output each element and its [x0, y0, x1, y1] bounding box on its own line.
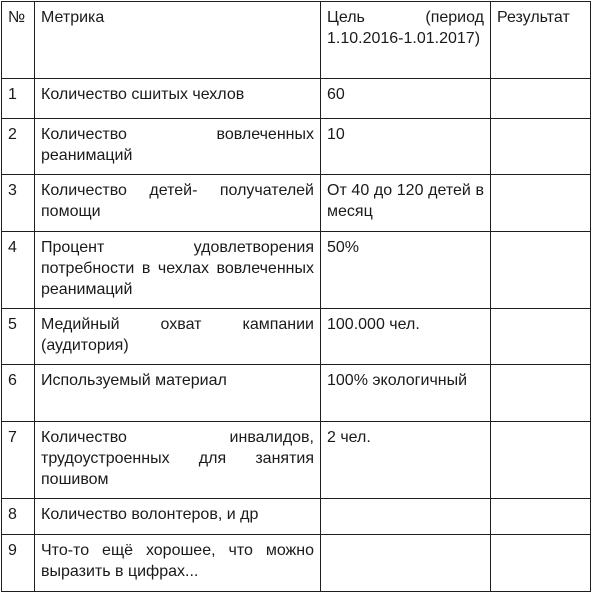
table-row: [2, 79, 591, 119]
table-row: [2, 535, 591, 592]
row-num: 6: [2, 365, 35, 422]
row-result: [491, 119, 591, 175]
row-num: 5: [2, 309, 35, 365]
row-metric: Используемый материал: [35, 365, 321, 422]
row-target: 10: [321, 119, 491, 175]
row-num: 4: [2, 232, 35, 309]
row-result: [491, 232, 591, 309]
row-result: [491, 422, 591, 499]
row-metric: Количество инвалидов, трудоустроенных для занятия пошивом: [35, 422, 321, 499]
table-row: [2, 119, 591, 175]
row-result: [491, 309, 591, 365]
row-target: 60: [321, 79, 491, 119]
row-result: [491, 175, 591, 232]
header-target: Цель (период 1.10.2016-1.01.2017): [321, 2, 491, 79]
table-row: [2, 175, 591, 232]
table-row: [2, 365, 591, 422]
metrics-table: [1, 1, 591, 592]
row-num: 2: [2, 119, 35, 175]
row-metric: Количество детей- получателей помощи: [35, 175, 321, 232]
row-num: 1: [2, 79, 35, 119]
row-num: 9: [2, 535, 35, 592]
row-metric: Что-то ещё хорошее, что можно выразить в цифрах...: [35, 535, 321, 592]
row-target: [321, 535, 491, 592]
row-metric: Количество волонтеров, и др: [35, 499, 321, 535]
row-target: 50%: [321, 232, 491, 309]
row-metric: Медийный охват кампании (аудитория): [35, 309, 321, 365]
row-target: 100% экологичный: [321, 365, 491, 422]
table-header-row: [2, 2, 591, 79]
header-result: Результат: [491, 2, 591, 79]
row-result: [491, 499, 591, 535]
table-row: [2, 499, 591, 535]
row-result: [491, 79, 591, 119]
row-num: 7: [2, 422, 35, 499]
row-metric: Количество вовлеченных реанимаций: [35, 119, 321, 175]
table-row: [2, 309, 591, 365]
row-num: 3: [2, 175, 35, 232]
row-target: 100.000 чел.: [321, 309, 491, 365]
table-row: [2, 232, 591, 309]
header-metric: Метрика: [35, 2, 321, 79]
row-num: 8: [2, 499, 35, 535]
header-num: №: [2, 2, 35, 79]
table-row: [2, 422, 591, 499]
row-target: 2 чел.: [321, 422, 491, 499]
row-target: [321, 499, 491, 535]
row-target: От 40 до 120 детей в месяц: [321, 175, 491, 232]
row-result: [491, 365, 591, 422]
row-metric: Процент удовлетворения потребности в чехлах вовлеченных реанимаций: [35, 232, 321, 309]
row-result: [491, 535, 591, 592]
row-metric: Количество сшитых чехлов: [35, 79, 321, 119]
